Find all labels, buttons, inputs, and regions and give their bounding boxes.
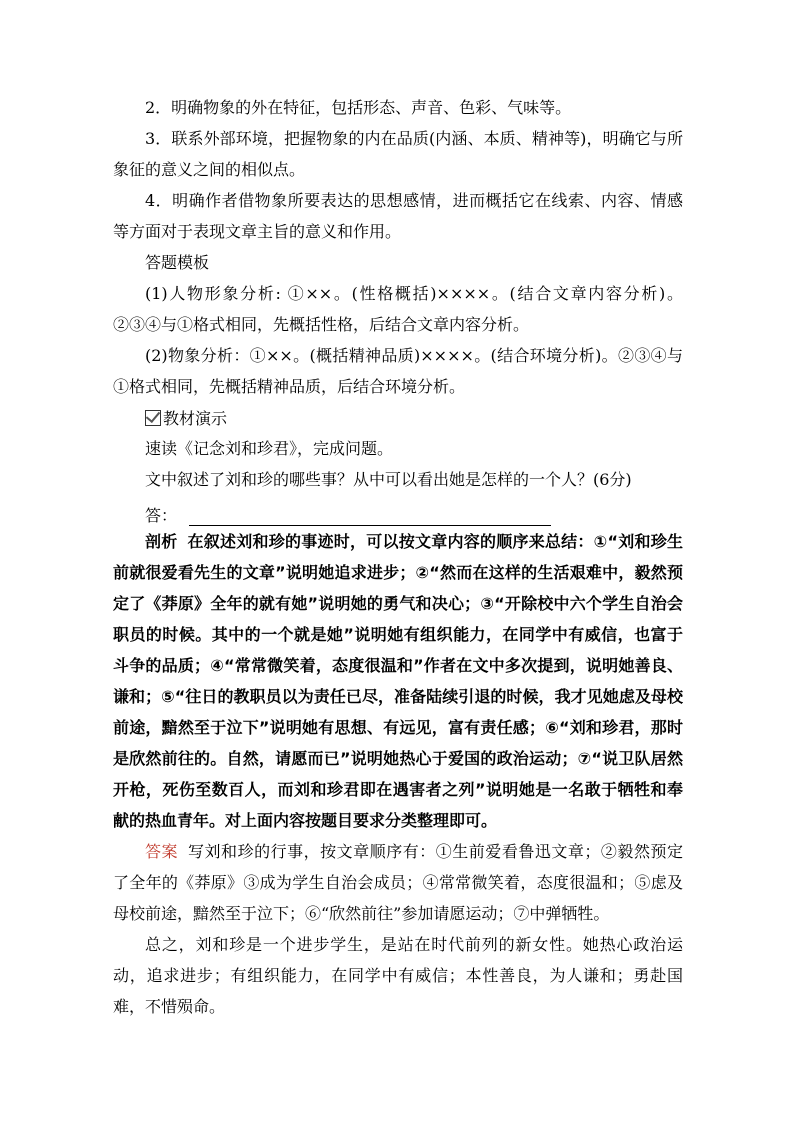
demo-label: 教材演示 <box>163 409 228 428</box>
summary-paragraph: 总之，刘和珍是一个进步学生，是站在时代前列的新女性。她热心政治运动，追求进步；有组织能力，在同学中有威信；本性善良，为人谦和；勇赴国难，不惜殒命。 <box>113 935 683 1016</box>
document-page <box>113 92 683 1022</box>
answer-label: 答案 <box>145 842 179 861</box>
answer-text: 写刘和珍的行事，按文章顺序有：①生前爱看鲁迅文章；②毅然预定了全年的《莽原》③成为学生自治会成员；④常常微笑着，态度很温和；⑤虑及母校前途，黯然至于泣下；⑥“欣然前往”参加请愿运动；⑦中弹牺牲。 <box>113 842 683 923</box>
template-item-1: (1)人物形象分析: ①××。(性格概括)××××。(结合文章内容分析)。②③④与①格式相同，先概括性格，后结合文章内容分析。 <box>113 284 683 334</box>
instruction: 速读《记念刘和珍君》，完成问题。 <box>145 439 394 458</box>
analysis-text: 在叙述刘和珍的事迹时，可以按文章内容的顺序来总结：①“刘和珍生前就很爱看先生的文章”说明她追求进步；②“然而在这样的生活艰难中，毅然预定了《莽原》全年的就有她”说明她的勇气和决心；③“开除校中六个学生自治会职员的时候。其中的一个就是她”说明她有组织能力，在同学中有威信，也富于斗争的品质；④“常常微笑着，态度很温和”作者在文中多次提到，说明她善良、谦和；⑤“往日的教职员以为责任已尽，准备陆续引退的时候，我才见她虑及母校前途，黯然至于泣下”说明她有思想、有远见，富有责任感；⑥“刘和珍君，那时是欣然前往的。自然，请愿而已”说明她热心于爱国的政治运动；⑦“说卫队居然开枪，死伤至数百人，而刘和珍君即在遇害者之列”说明她是一名敢于牺牲和奉献的热血青年。对上面内容按题目要求分类整理即可。 <box>113 532 683 830</box>
analysis-paragraph <box>113 526 683 836</box>
question: 文中叙述了刘和珍的哪些事？从中可以看出她是怎样的一个人？(6分) <box>145 470 632 489</box>
answer-prompt: 答： <box>145 506 178 525</box>
demo-heading <box>113 402 683 433</box>
point-4: 4．明确作者借物象所要表达的思想感情，进而概括它在线索、内容、情感等方面对于表现文章主旨的意义和作用。 <box>113 191 683 241</box>
answer-blank[interactable] <box>189 507 551 526</box>
point-2: 2．明确物象的外在特征，包括形态、声音、色彩、气味等。 <box>145 98 572 117</box>
template-heading: 答题模板 <box>145 253 210 272</box>
answer-line <box>113 495 683 526</box>
analysis-label: 剖析 <box>145 532 178 551</box>
point-3: 3．联系外部环境，把握物象的内在品质(内涵、本质、精神等)，明确它与所象征的意义之间的相似点。 <box>113 129 683 179</box>
template-item-2: (2)物象分析：①××。(概括精神品质)××××。(结合环境分析)。②③④与①格式相同，先概括精神品质，后结合环境分析。 <box>113 346 683 396</box>
checkbox-icon <box>145 410 161 426</box>
answer-paragraph <box>113 836 683 929</box>
